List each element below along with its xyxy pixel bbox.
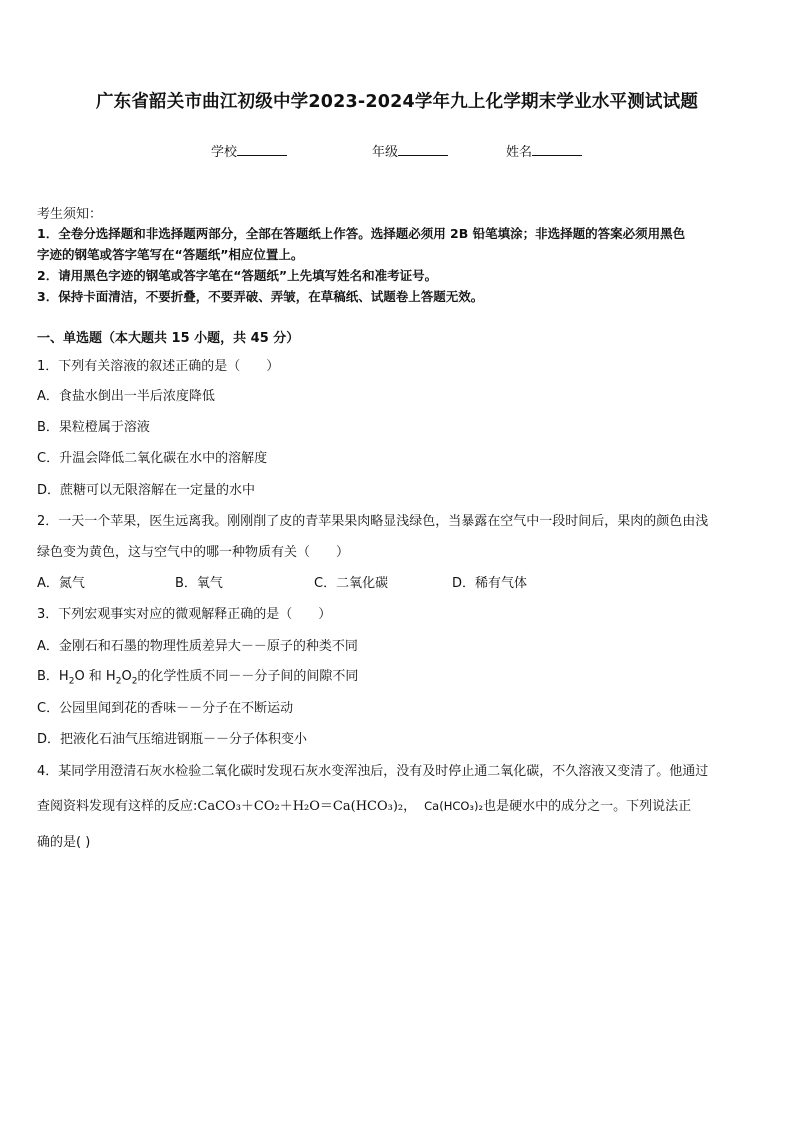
grade-blank[interactable] <box>398 143 448 156</box>
school-field <box>211 141 287 160</box>
notice-heading: 考生须知： <box>37 207 103 222</box>
q4-line2-suffix: 也是硬水中的成分之一。下列说法正 <box>483 799 692 814</box>
notice-item-1-line-1: 1．全卷分选择题和非选择题两部分，全部在答题纸上作答。选择题必须用 2B 铅笔填涂；非选择题的答案必须用黑色 <box>37 226 686 241</box>
question-2-option-b[interactable]: B．氧气 <box>175 576 223 591</box>
notice-item-3: 3．保持卡面清洁，不要折叠，不要弄破、弄皱，在草稿纸、试题卷上答题无效。 <box>37 289 484 304</box>
question-1-stem: 1．下列有关溶液的叙述正确的是（ ） <box>37 359 280 374</box>
school-blank[interactable] <box>237 143 287 156</box>
question-2-stem-line-1: 2．一天一个苹果，医生远离我。刚刚削了皮的青苹果果肉略显浅绿色，当暴露在空气中一段时间后，果肉的颜色由浅 <box>37 514 709 529</box>
question-1-option-a[interactable]: A．食盐水倒出一半后浓度降低 <box>37 389 215 404</box>
question-2-option-c[interactable]: C．二氧化碳 <box>314 576 389 591</box>
page-title: 广东省韶关市曲江初级中学2023-2024学年九上化学期末学业水平测试试题 <box>95 92 699 112</box>
name-label: 姓名 <box>506 145 533 160</box>
question-3-option-b[interactable] <box>37 665 358 687</box>
question-3-option-d[interactable]: D．把液化石油气压缩进钢瓶－－分子体积变小 <box>37 732 308 747</box>
question-3-option-c[interactable]: C．公园里闻到花的香味－－分子在不断运动 <box>37 701 294 716</box>
question-2-option-d[interactable]: D．稀有气体 <box>452 576 528 591</box>
school-label: 学校 <box>211 145 238 160</box>
question-4-stem-line-1: 4．某同学用澄清石灰水检验二氧化碳时发现石灰水变浑浊后，没有及时停止通二氧化碳，不久溶液又变清了。他通过 <box>37 764 709 779</box>
question-1-option-d[interactable]: D．蔗糖可以无限溶解在一定量的水中 <box>37 483 256 498</box>
question-1-option-c[interactable]: C．升温会降低二氧化碳在水中的溶解度 <box>37 451 268 466</box>
calcium-bicarbonate-formula: Ca(HCO₃)₂ <box>424 799 484 813</box>
q3b-mid-1: O 和 H <box>74 669 116 684</box>
question-4-stem-line-3: 确的是( ) <box>37 835 91 850</box>
q3b-suffix: 的化学性质不同－－分子间的间隙不同 <box>137 669 359 684</box>
q3b-sub-3: 2 <box>131 676 138 687</box>
q4-line2-prefix: 查阅资料发现有这样的反应: <box>37 799 198 814</box>
question-2-option-a[interactable]: A．氮气 <box>37 576 85 591</box>
grade-label: 年级 <box>372 145 399 160</box>
q3b-prefix: B．H <box>37 669 69 684</box>
grade-field <box>372 141 448 160</box>
question-2-stem-line-2: 绿色变为黄色，这与空气中的哪一种物质有关（ ） <box>37 545 350 560</box>
question-3-stem: 3．下列宏观事实对应的微观解释正确的是（ ） <box>37 607 332 622</box>
question-1-option-b[interactable]: B．果粒橙属于溶液 <box>37 420 150 435</box>
q3b-sub-1: 2 <box>68 676 75 687</box>
question-4-stem-line-2 <box>37 795 691 814</box>
q3b-mid-2: O <box>121 669 132 684</box>
notice-item-2: 2．请用黑色字迹的钢笔或答字笔在“答题纸”上先填写姓名和准考证号。 <box>37 268 438 283</box>
name-blank[interactable] <box>532 143 582 156</box>
notice-item-1-line-2: 字迹的钢笔或答字笔写在“答题纸”相应位置上。 <box>37 247 304 262</box>
section-heading: 一、单选题（本大题共 15 小题，共 45 分） <box>37 331 300 346</box>
question-3-option-a[interactable]: A．金刚石和石墨的物理性质差异大－－原子的种类不同 <box>37 639 358 654</box>
q3b-sub-2: 2 <box>115 676 122 687</box>
name-field <box>506 141 582 160</box>
reaction-equation: CaCO₃＋CO₂＋H₂O＝Ca(HCO₃)₂， <box>197 799 417 814</box>
